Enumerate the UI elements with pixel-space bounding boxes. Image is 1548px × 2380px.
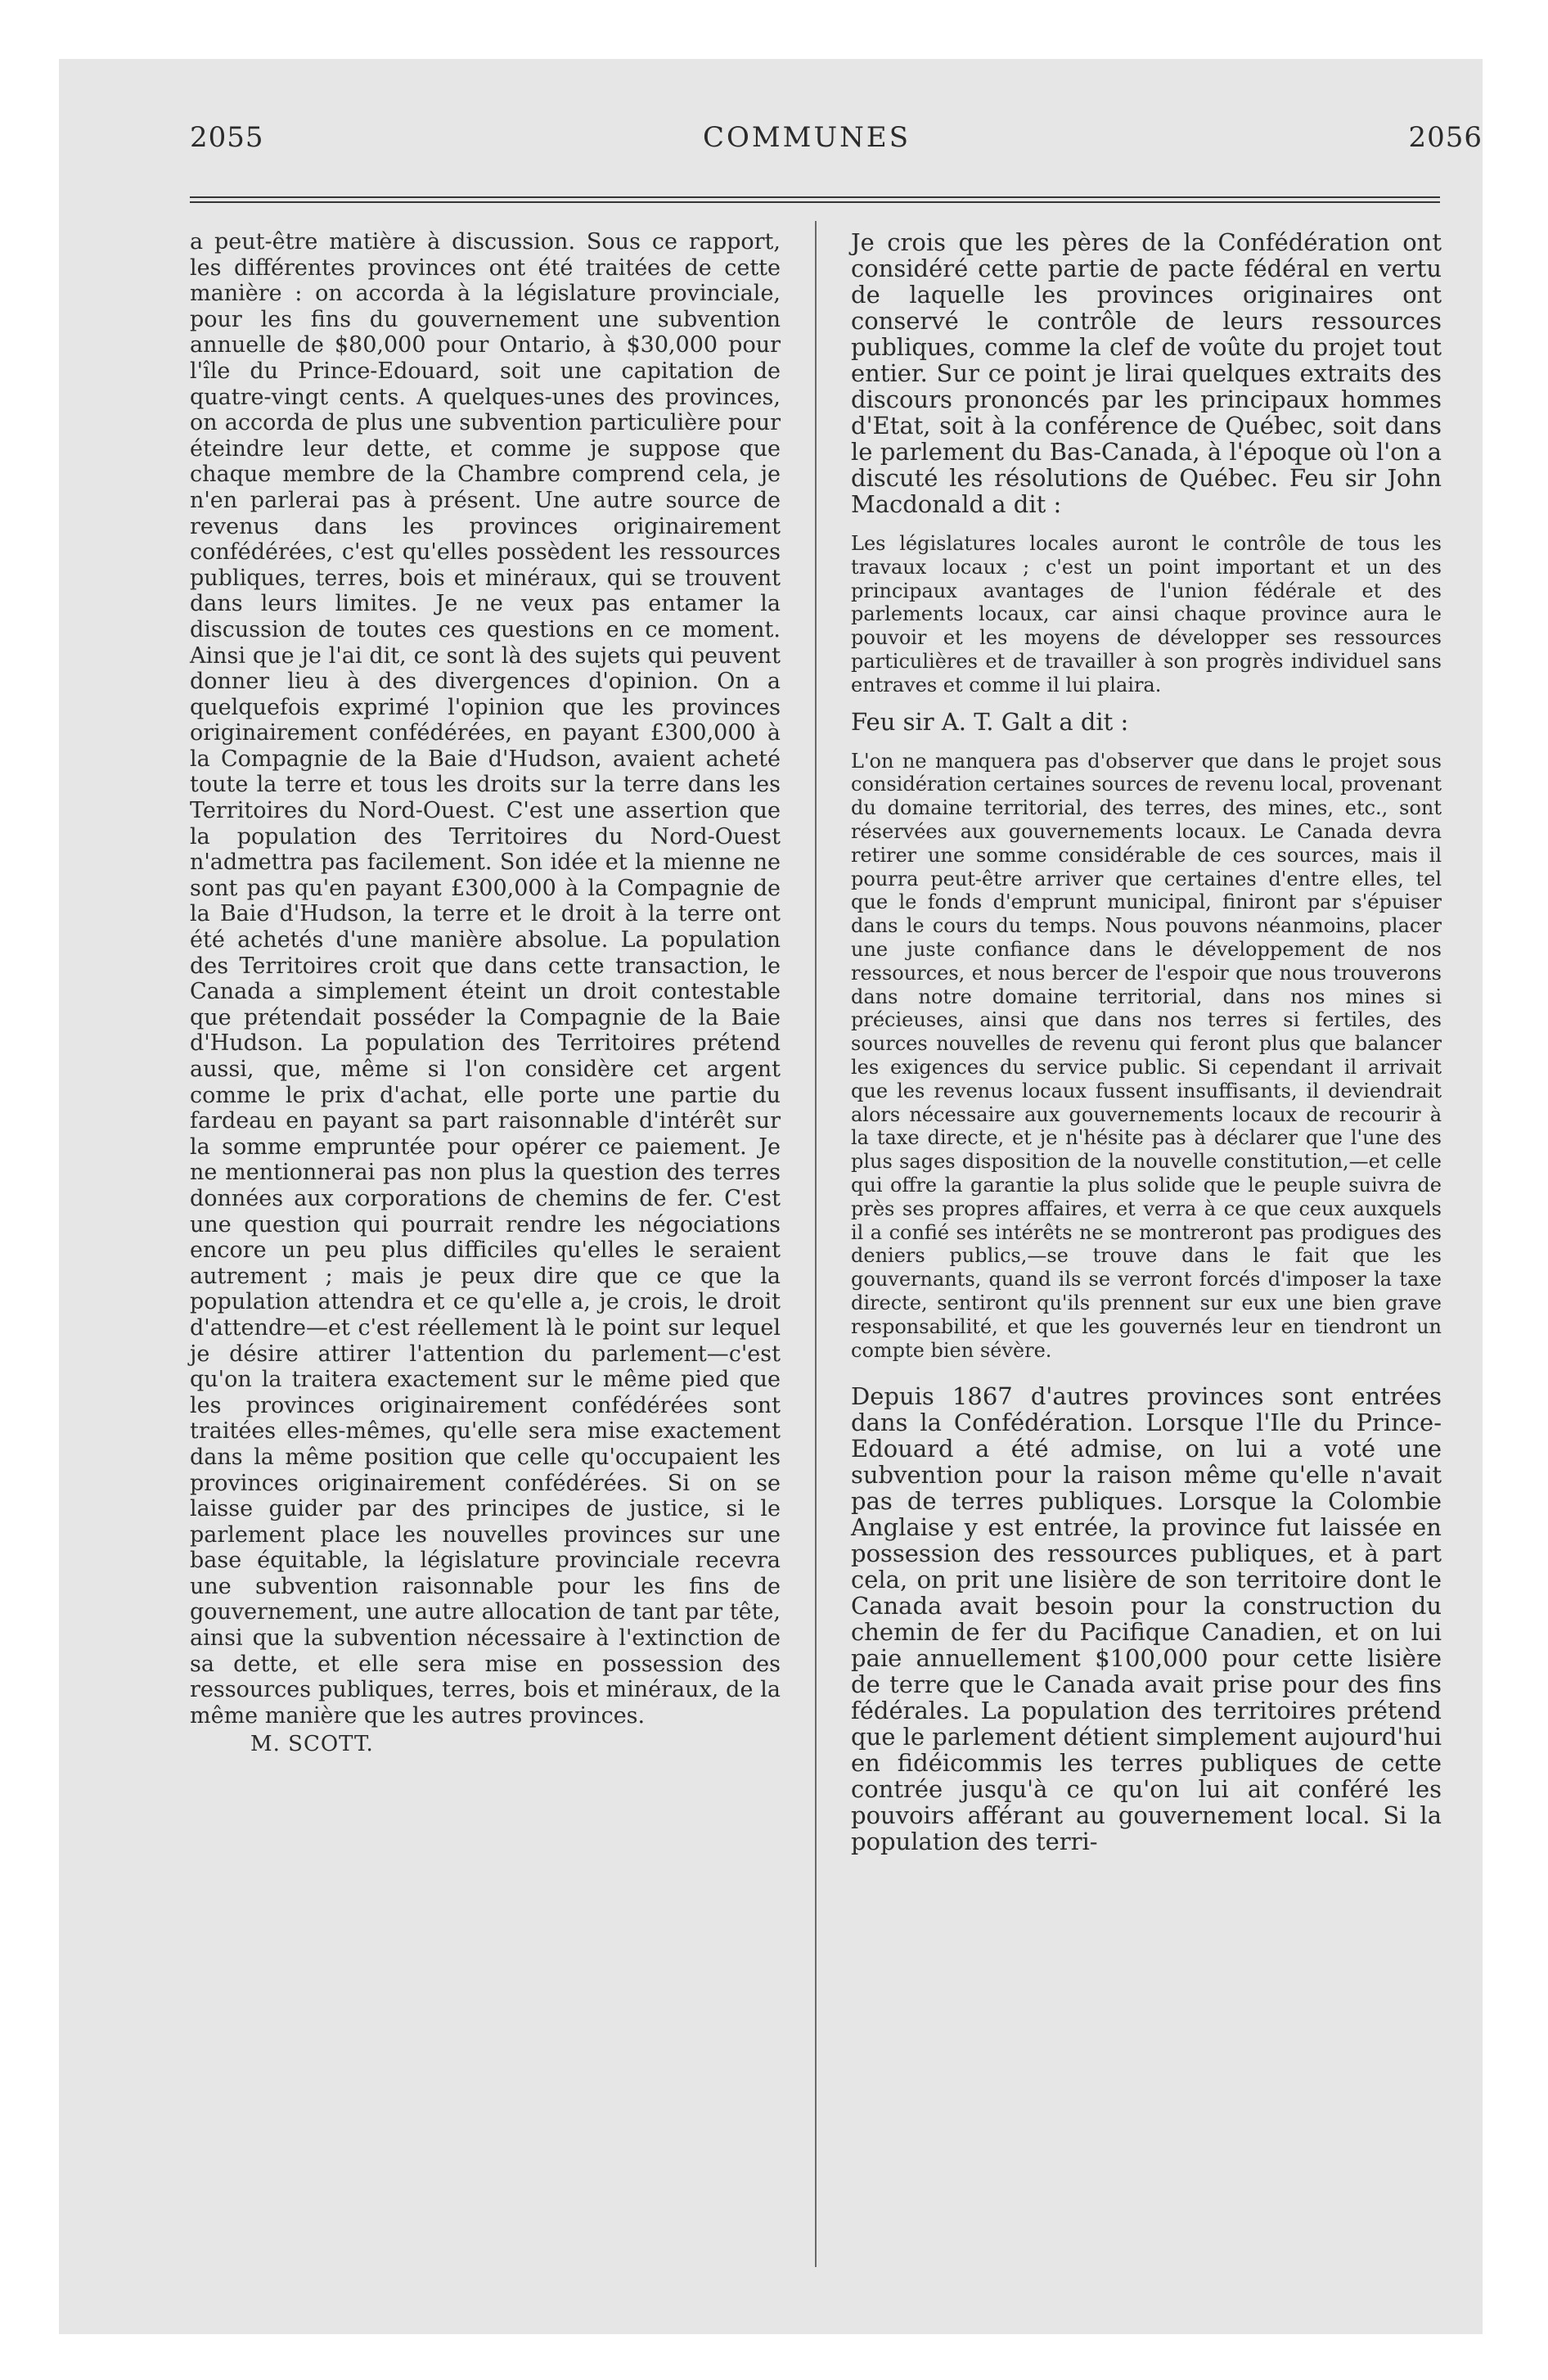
column-divider xyxy=(815,221,817,2267)
quote-galt: L'on ne manquera pas d'observer que dans le projet sous considération certaines sources de revenu local, provenant du domaine territorial, des terres, des mines, etc., sont réservées aux gouvernements locaux. Le Canada devra retirer une somme considérable de ces sources, mais il pourra peut-être arriver que certaines d'entre elles, tel que le fonds d'emprunt municipal, finiront par s'épuiser dans le cours du temps. Nous pouvons néanmoins, placer une juste confiance dans le développement de nos ressources, et nous bercer de l'espoir que nous trouverons dans notre domaine territorial, dans nos mines si précieuses, ainsi que dans nos terres si fertiles, des sources nouvelles de revenu qui feront plus que balancer les exigences du service public. Si cependant il arrivait que les revenus locaux fussent insuffisants, il deviendrait alors nécessaire aux gouvernements locaux de recourir à la taxe directe, et je n'hésite pas à déclarer que l'une des plus sages disposition de la nouvelle constitution,—et celle qui offre la garantie la plus solide que le peuple suivra de près ses propres affaires, et verra à ce que ceux auxquels il a confié ses intérêts ne se montreront pas prodigues des deniers publics,—se trouve dans le fait que les gouvernants, quand ils se verront forcés d'imposer la taxe directe, sentiront qu'ils prennent sur eux une bien grave responsabilité, et que les gouvernés leur en tiendront un compte bien sévère. xyxy=(851,749,1442,1362)
header-rule-bottom xyxy=(190,201,1440,203)
header-rule-top xyxy=(190,196,1440,198)
quote-macdonald: Les législatures locales auront le contrôle de tous les travaux locaux ; c'est un point important et un des principaux avantages de l'union fédérale et des parlements locaux, car ainsi chaque province aura le pouvoir et les moyens de développer ses ressources particulières et de travailler à son progrès individuel sans entraves et comme il lui plaira. xyxy=(851,532,1442,696)
right-paragraph-2: Depuis 1867 d'autres provinces sont entrées dans la Confédération. Lorsque l'Ile du Prince-Edouard a été admise, on lui a voté une subvention pour la raison même qu'elle n'avait pas de terres publiques. Lorsque la Colombie Anglaise y est entrée, la province fut laissée en possession des ressources publiques, et à part cela, on prit une lisière de son territoire dont le Canada avait besoin pour la construction du chemin de fer du Pacifique Canadien, et on lui paie annuellement $100,000 pour cette lisière de terre que le Canada avait prise pour des fins fédérales. La population des territoires prétend que le parlement détient simplement aujourd'hui en fidéicommis les terres publiques de cette contrée jusqu'à ce qu'on lui ait conféré les pouvoirs afférant au gouvernement local. Si la population des terri- xyxy=(851,1382,1442,1856)
speaker-signature: M. SCOTT. xyxy=(250,1732,374,1757)
page-number-right: 2056 xyxy=(1408,121,1483,154)
running-title: COMMUNES xyxy=(702,121,911,154)
left-column xyxy=(190,229,781,1758)
right-paragraph-1: Je crois que les pères de la Confédération ont considéré cette partie de pacte fédéral en vertu de laquelle les provinces originaires ont conservé le contrôle de leurs ressources publiques, comme la clef de voûte du projet tout entier. Sur ce point je lirai quelques extraits des discours prononcés par les principaux hommes d'Etat, soit à la conférence de Québec, soit dans le parlement du Bas-Canada, à l'époque où l'on a discuté les résolutions de Québec. Feu sir John Macdonald a dit : xyxy=(851,228,1442,518)
attribution-galt: Feu sir A. T. Galt a dit : xyxy=(851,707,1129,736)
left-paragraph: a peut-être matière à discussion. Sous ce rapport, les différentes provinces ont été traitées de cette manière : on accorda à la législature provinciale, pour les fins du gouvernement une subvention annuelle de $80,000 pour Ontario, à $30,000 pour l'île du Prince-Edouard, soit une capitation de quatre-vingt cents. A quelques-unes des provinces, on accorda de plus une subvention particulière pour éteindre leur dette, et comme je suppose que chaque membre de la Chambre comprend cela, je n'en parlerai pas à présent. Une autre source de revenus dans les provinces originairement confédérées, c'est qu'elles possèdent les ressources publiques, terres, bois et minéraux, qui se trouvent dans leurs limites. Je ne veux pas entamer la discussion de toutes ces questions en ce moment. Ainsi que je l'ai dit, ce sont là des sujets qui peuvent donner lieu à des divergences d'opinion. On a quelquefois exprimé l'opinion que les provinces originairement confédérées, en payant £300,000 à la Compagnie de la Baie d'Hudson, avaient acheté toute la terre et tous les droits sur la terre dans les Territoires du Nord-Ouest. C'est une assertion que la population des Territoires du Nord-Ouest n'admettra pas facilement. Son idée et la mienne ne sont pas qu'en payant £300,000 à la Compagnie de la Baie d'Hudson, la terre et le droit à la terre ont été achetés d'une manière absolue. La population des Territoires croit que dans cette transaction, le Canada a simplement éteint un droit contestable que prétendait posséder la Compagnie de la Baie d'Hudson. La population des Territoires prétend aussi, que, même si l'on considère cet argent comme le prix d'achat, elle porte une partie du fardeau en payant sa part raisonnable d'intérêt sur la somme empruntée pour opérer ce paiement. Je ne mentionnerai pas non plus la question des terres données aux corporations de chemins de fer. C'est une question qui pourrait rendre les négociations encore un peu plus difficiles qu'elles le seraient autrement ; mais je peux dire que ce que la population attendra et ce qu'elle a, je crois, le droit d'attendre—et c'est réellement là le point sur lequel je désire attirer l'attention du parlement—c'est qu'on la traitera exactement sur le même pied que les provinces originairement confédérées sont traitées elles-mêmes, qu'elle sera mise exactement dans la même position que celle qu'occupaient les provinces originairement confédérées. Si on se laisse guider par des principes de justice, si le parlement place les nouvelles provinces sur une base équitable, la législature provinciale recevra une subvention raisonnable pour les fins de gouvernement, une autre allocation de tant par tête, ainsi que la subvention nécessaire à l'extinction de sa dette, et elle sera mise en possession des ressources publiques, terres, bois et minéraux, de la même manière que les autres provinces. xyxy=(190,229,781,1729)
page-header xyxy=(131,121,1483,162)
page-number-left: 2055 xyxy=(190,121,264,154)
right-column xyxy=(851,229,1442,1855)
